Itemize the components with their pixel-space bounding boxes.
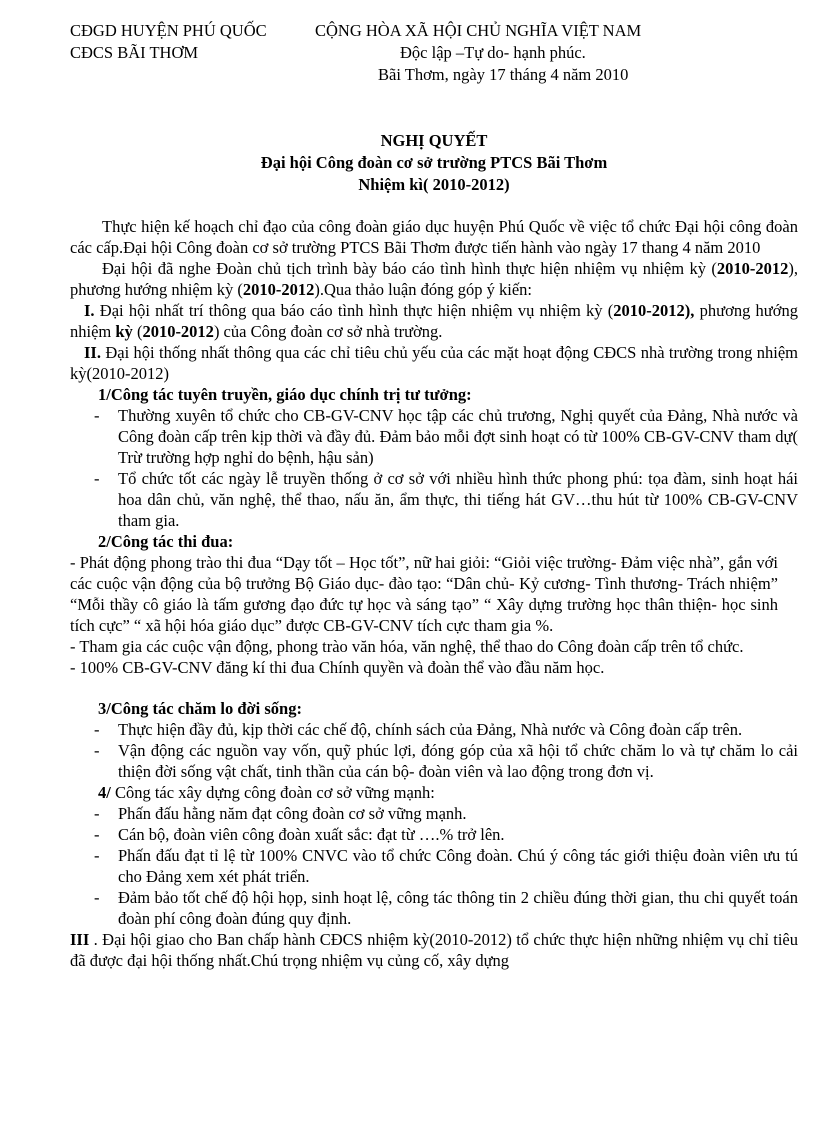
list-item: - Thực hiện đầy đủ, kịp thời các chế độ, chính sách của Đảng, Nhà nước và Công đoàn cấp trên.	[70, 719, 798, 740]
intro-paragraph-2: Đại hội đã nghe Đoàn chủ tịch trình bày báo cáo tình hình thực hiện nhiệm vụ nhiệm kỳ (2010-2012), phương hướng nhiệm kỳ (2010-2012).Qua thảo luận đóng góp ý kiến:	[70, 259, 798, 299]
section-3-list	[70, 719, 798, 782]
list-item: - Phấn đấu đạt tỉ lệ từ 100% CNVC vào tổ chức Công đoàn. Chú ý công tác giới thiệu đoàn viên ưu tú cho Đảng xem xét phát triển.	[70, 845, 798, 887]
part-1-paragraph: I. Đại hội nhất trí thông qua báo cáo tình hình thực hiện nhiệm vụ nhiệm kỳ (2010-2012), phương hướng nhiệm kỳ (2010-2012) của Công đoàn cơ sở nhà trường.	[70, 301, 798, 341]
section-4-heading: 4/ Công tác xây dựng công đoàn cơ sở vững mạnh:	[98, 783, 435, 802]
intro-paragraph-1: Thực hiện kế hoạch chỉ đạo của công đoàn giáo dục huyện Phú Quốc về việc tổ chức Đại hội công đoàn các cấp.Đại hội Công đoàn cơ sở trường PTCS Bãi Thơm được tiến hành vào ngày 17 thang 4 năm 2010	[70, 217, 798, 257]
section-1-list	[70, 405, 798, 531]
section-1-heading: 1/Công tác tuyên truyền, giáo dục chính trị tư tưởng:	[98, 385, 472, 404]
document-page	[70, 20, 798, 971]
section-2-item: - Tham gia các cuộc vận động, phong trào văn hóa, văn nghệ, thể thao do Công đoàn cấp trên tổ chức.	[70, 637, 744, 656]
list-item: - Cán bộ, đoàn viên công đoàn xuất sắc: đạt từ ….% trở lên.	[70, 824, 798, 845]
list-item: - Đảm bảo tốt chế độ hội họp, sinh hoạt lệ, công tác thông tin 2 chiều đúng thời gian, thu chi quyết toán đoàn phí công đoàn đúng quy định.	[70, 887, 798, 929]
section-2-item: - 100% CB-GV-CNV đăng kí thi đua Chính quyền và đoàn thể vào đầu năm học.	[70, 658, 605, 677]
date-line: Bãi Thơm, ngày 17 tháng 4 năm 2010	[378, 65, 629, 84]
org-line-1: CĐGD HUYỆN PHÚ QUỐC	[70, 21, 267, 40]
part-2-paragraph: II. Đại hội thống nhất thông qua các chỉ tiêu chủ yếu của các mặt hoạt động CĐCS nhà trường trong nhiệm kỳ(2010-2012)	[70, 343, 798, 383]
section-3-heading: 3/Công tác chăm lo đời sống:	[98, 699, 302, 718]
document-title: NGHỊ QUYẾT	[380, 131, 488, 150]
section-2-item: - Phát động phong trào thi đua “Dạy tốt – Học tốt”, nữ hai giỏi: “Giỏi việc trường- Đảm việc nhà”, gắn với các cuộc vận động của bộ trưởng Bộ Giáo dục- đào tạo: “Dân chủ- Kỷ cương- Tình thương- Trách nhiệm” “Mỗi thầy cô giáo là tấm gương đạo đức tự học và sáng tạo” “ Xây dựng trường học thân thiện- học sinh tích cực” “ xã hội hóa giáo dục” được CB-GV-CNV tích cực tham gia %.	[70, 553, 778, 635]
list-item: - Tổ chức tốt các ngày lễ truyền thống ở cơ sở với nhiều hình thức phong phú: tọa đàm, sinh hoạt hái hoa dân chủ, văn nghệ, thể thao, nấu ăn, ẩm thực, thi tiếng hát GV…thu hút từ 100% CB-GV-CNV tham gia.	[70, 468, 798, 531]
list-item: - Thường xuyên tổ chức cho CB-GV-CNV học tập các chủ trương, Nghị quyết của Đảng, Nhà nước và Công đoàn cấp trên kịp thời và đầy đủ. Đảm bảo mỗi đợt sinh hoạt có từ 100% CB-GV-CNV tham dự( Trừ trường hợp nghỉ do bệnh, hậu sản)	[70, 405, 798, 468]
document-subtitle: Đại hội Công đoàn cơ sở trường PTCS Bãi Thơm	[260, 153, 608, 172]
part-1-number: I.	[84, 301, 95, 320]
part-3-number: III	[70, 930, 90, 949]
document-term: Nhiệm kì( 2010-2012)	[358, 175, 510, 194]
document-title-block	[70, 130, 798, 196]
nation-line-1: CỘNG HÒA XÃ HỘI CHỦ NGHĨA VIỆT NAM	[315, 21, 642, 40]
section-4-list	[70, 803, 798, 929]
part-3-paragraph: III . Đại hội giao cho Ban chấp hành CĐCS nhiệm kỳ(2010-2012) tổ chức thực hiện những nhiệm vụ chỉ tiêu đã được đại hội thống nhất.Chú trọng nhiệm vụ củng cố, xây dựng	[70, 930, 798, 970]
document-header	[70, 20, 798, 88]
section-2-heading: 2/Công tác thi đua:	[98, 532, 234, 551]
list-item: - Phấn đấu hằng năm đạt công đoàn cơ sở vững mạnh.	[70, 803, 798, 824]
part-2-number: II.	[84, 343, 101, 362]
list-item: - Vận động các nguồn vay vốn, quỹ phúc lợi, đóng góp của xã hội tổ chức chăm lo và tự chăm lo cải thiện đời sống vật chất, tinh thần của cán bộ- đoàn viên và lao động trong đơn vị.	[70, 740, 798, 782]
org-line-2: CĐCS BÃI THƠM	[70, 43, 199, 62]
nation-motto: Độc lập –Tự do- hạnh phúc.	[400, 43, 586, 62]
